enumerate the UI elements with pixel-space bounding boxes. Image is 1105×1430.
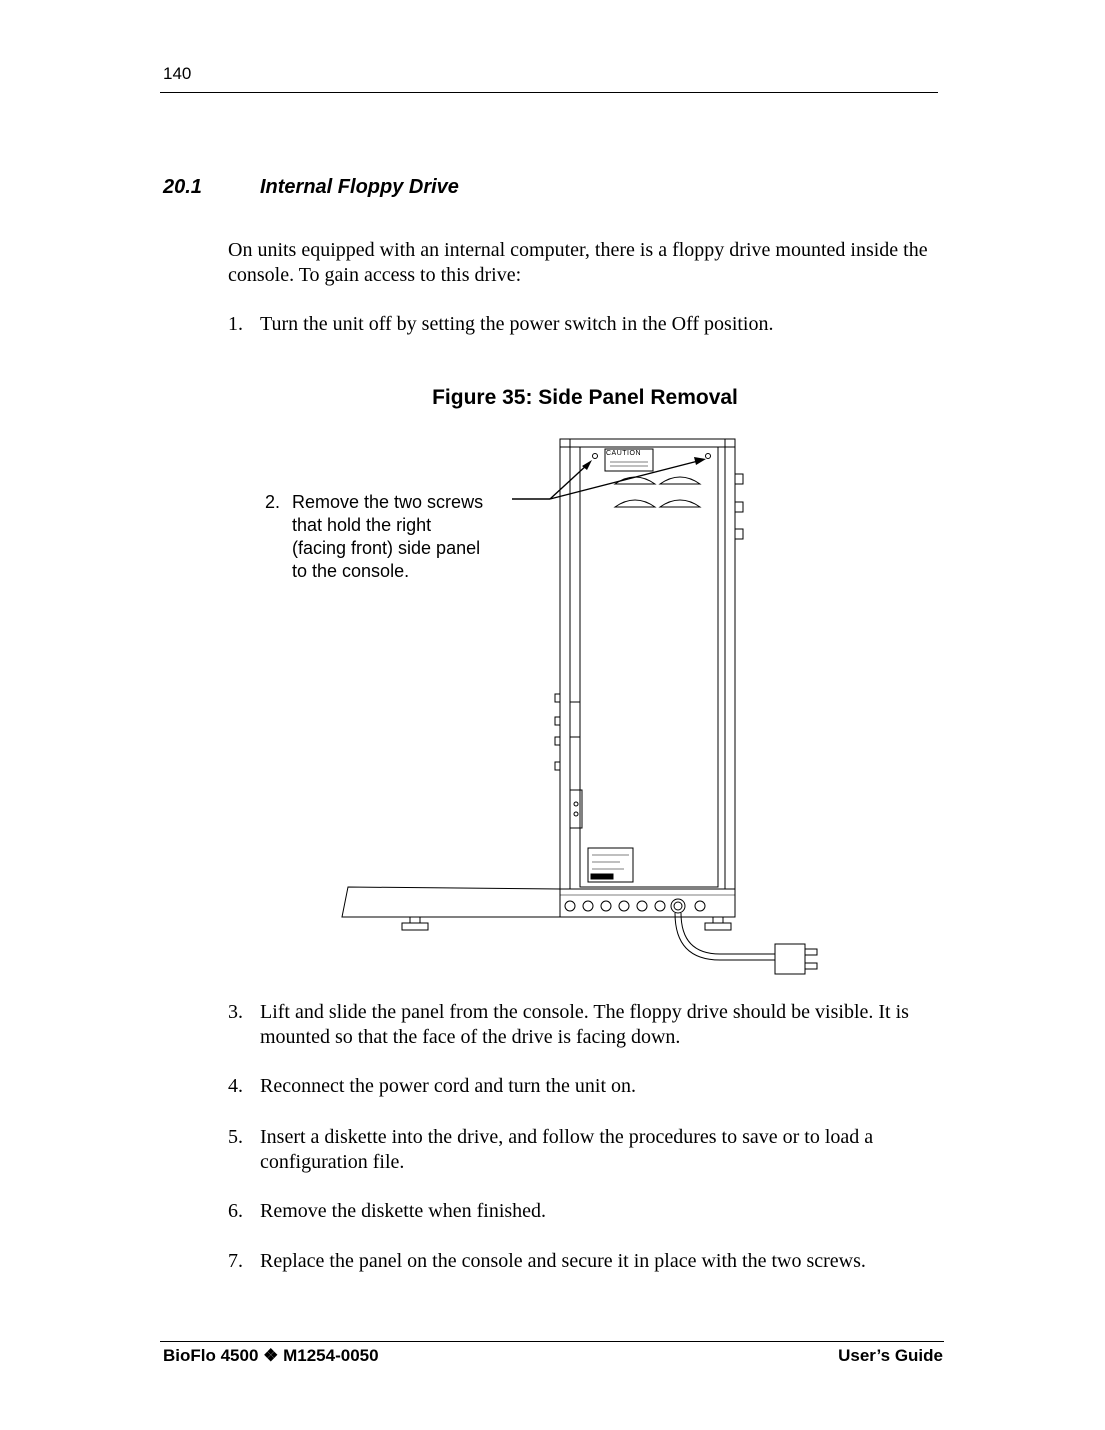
screw-right	[706, 454, 711, 459]
step-number: 7.	[228, 1250, 243, 1272]
step-5	[228, 1125, 948, 1175]
figure-caption: Figure 35: Side Panel Removal	[432, 386, 738, 409]
callout-number: 2.	[265, 492, 281, 512]
step-3	[228, 1000, 948, 1050]
section-title: Internal Floppy Drive	[260, 176, 459, 198]
screw-left	[593, 454, 598, 459]
intro-paragraph: On units equipped with an internal computer, there is a floppy drive mounted inside the console. To gain access to this drive:	[228, 239, 928, 286]
step-text: Insert a diskette into the drive, and follow the procedures to save or to load a configuration file.	[260, 1126, 874, 1173]
footer-rule	[160, 1341, 944, 1342]
step-7	[228, 1249, 948, 1274]
step-text: Turn the unit off by setting the power switch in the Off position.	[260, 313, 774, 335]
connector-strip	[560, 889, 735, 917]
callout-text: Remove the two screws that hold the right (facing front) side panel to the console.	[292, 492, 484, 581]
step-6	[228, 1199, 948, 1224]
step-text: Lift and slide the panel from the console. The floppy drive should be visible. It is mounted so that the face of the drive is facing down.	[260, 1001, 909, 1048]
figure-callout	[265, 491, 485, 583]
side-panel	[580, 447, 718, 887]
step-number: 3.	[228, 1001, 243, 1023]
power-plug	[775, 944, 805, 974]
section-number: 20.1	[163, 176, 202, 198]
power-cord	[675, 913, 775, 960]
step-number: 6.	[228, 1200, 243, 1222]
step-1	[228, 312, 948, 337]
step-text: Remove the diskette when finished.	[260, 1200, 547, 1222]
step-number: 1.	[228, 313, 243, 335]
step-number: 5.	[228, 1126, 243, 1148]
page-number: 140	[163, 64, 192, 83]
callout-leader	[512, 460, 702, 499]
footer-document-id: BioFlo 4500 ❖ M1254-0050	[163, 1346, 379, 1365]
base-platform	[342, 887, 560, 917]
step-4	[228, 1074, 948, 1099]
header-rule	[160, 92, 938, 93]
caution-label-text: CAUTION	[606, 450, 641, 457]
step-number: 4.	[228, 1075, 243, 1097]
footer-guide-title: User’s Guide	[838, 1346, 943, 1365]
step-text: Reconnect the power cord and turn the unit on.	[260, 1075, 636, 1097]
step-text: Replace the panel on the console and secure it in place with the two screws.	[260, 1250, 866, 1272]
